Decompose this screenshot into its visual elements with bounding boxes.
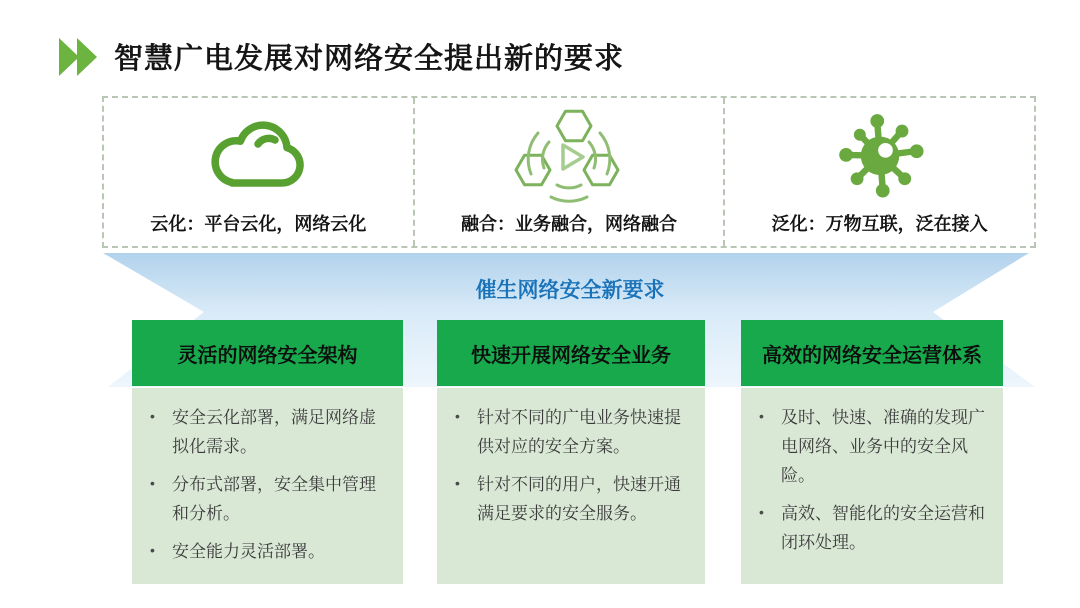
trend-cell-network (723, 98, 1034, 246)
trend-cell-fusion (413, 98, 724, 246)
trend-label-network: 泛化：万物互联，泛在接入 (771, 214, 988, 234)
bullet-text: 针对不同的广电业务快速提供对应的安全方案。 (477, 408, 681, 456)
bullet-dot: • (455, 474, 460, 491)
column-header-operation: 高效的网络安全运营体系 (741, 320, 1003, 386)
list-item (759, 500, 987, 558)
bullet-text: 安全能力灵活部署。 (172, 541, 325, 561)
column-body-operation (741, 388, 1003, 584)
trend-label-fusion: 融合：业务融合，网络融合 (461, 214, 677, 234)
fusion-icon (415, 98, 724, 210)
list-item (455, 471, 689, 529)
double-chevron-icon (58, 37, 104, 77)
column-body-architecture (132, 388, 403, 584)
column-header-business: 快速开展网络安全业务 (437, 320, 705, 386)
bullet-dot: • (759, 503, 764, 520)
trend-cell-cloud (104, 98, 413, 246)
bullet-text: 安全云化部署，满足网络虚拟化需求。 (172, 408, 376, 456)
bullet-text: 及时、快速、准确的发现广电网络、业务中的安全风险。 (781, 408, 985, 485)
list-item (150, 471, 387, 529)
bullet-dot: • (150, 474, 155, 491)
column-body-business (437, 388, 705, 584)
bullet-dot: • (759, 408, 764, 424)
bullet-text: 分布式部署，安全集中管理和分析。 (172, 474, 376, 523)
list-item (455, 404, 689, 462)
funnel-label: 催生网络安全新要求 (475, 279, 665, 302)
page-title: 智慧广电发展对网络安全提出新的要求 (114, 43, 625, 75)
bullet-text: 针对不同的用户，快速开通满足要求的安全服务。 (477, 474, 681, 523)
cloud-icon (104, 98, 413, 210)
column-header-architecture: 灵活的网络安全架构 (132, 320, 403, 386)
trend-panel (102, 96, 1036, 248)
list-item (150, 404, 387, 462)
bullet-text: 高效、智能化的安全运营和闭环处理。 (781, 503, 985, 552)
bullet-dot: • (455, 408, 460, 424)
list-item (759, 404, 987, 491)
bullet-dot: • (150, 408, 155, 424)
trend-label-cloud: 云化：平台云化，网络云化 (150, 214, 367, 234)
bullet-dot: • (150, 541, 155, 558)
list-item (150, 538, 387, 567)
title-row (58, 36, 624, 77)
network-icon (725, 98, 1034, 210)
